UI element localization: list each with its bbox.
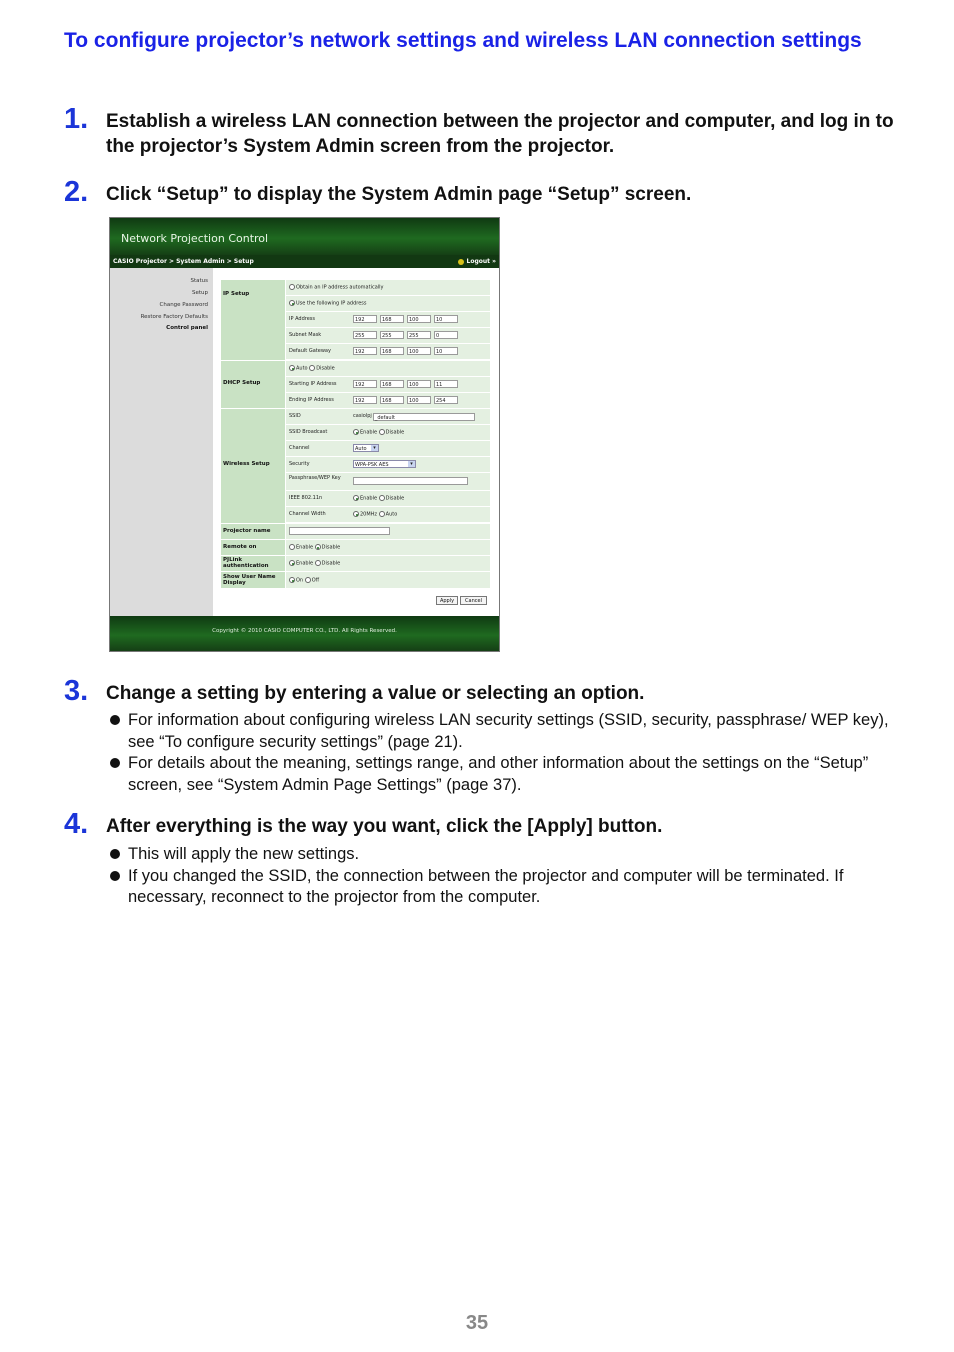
- ip-address-row: IP Address 192 168 100 10: [286, 312, 490, 328]
- nav-status[interactable]: Status: [190, 278, 208, 284]
- ip-auto-row: Obtain an IP address automatically: [286, 280, 490, 296]
- remote-enable-radio[interactable]: [289, 544, 295, 550]
- sidebar: [110, 268, 213, 616]
- step-number: 1.: [64, 103, 89, 135]
- start-octet[interactable]: 11: [434, 380, 458, 388]
- ip-octet[interactable]: 100: [407, 315, 431, 323]
- gw-octet[interactable]: 10: [434, 347, 458, 355]
- logout-link[interactable]: Logout »: [458, 258, 496, 265]
- app-title: Network Projection Control: [121, 232, 269, 245]
- gw-octet[interactable]: 168: [380, 347, 404, 355]
- end-octet[interactable]: 100: [407, 396, 431, 404]
- gw-octet[interactable]: 100: [407, 347, 431, 355]
- nav-restore-defaults[interactable]: Restore Factory Defaults: [140, 314, 208, 320]
- broadcast-enable-radio[interactable]: [353, 429, 359, 435]
- ieee-enable-radio[interactable]: [353, 495, 359, 501]
- mask-octet[interactable]: 255: [407, 331, 431, 339]
- section-ip-setup: IP Setup: [221, 280, 285, 361]
- channel-select[interactable]: Auto ▾: [353, 444, 379, 452]
- end-octet[interactable]: 192: [353, 396, 377, 404]
- pjlink-row: Enable Disable: [286, 556, 490, 572]
- section-show-user: Show User Name Display: [221, 572, 285, 589]
- ssid-row: SSID casiolpj _default: [286, 409, 490, 425]
- dhcp-disable-radio[interactable]: [309, 365, 315, 371]
- pjlink-enable-radio[interactable]: [289, 560, 295, 566]
- end-octet[interactable]: 168: [380, 396, 404, 404]
- mask-octet[interactable]: 0: [434, 331, 458, 339]
- list-item: This will apply the new settings.: [108, 844, 894, 866]
- start-octet[interactable]: 100: [407, 380, 431, 388]
- ssid-input[interactable]: _default: [373, 413, 475, 421]
- step-text: Change a setting by entering a value or selecting an option.: [106, 683, 645, 704]
- app-footer: [110, 616, 499, 651]
- ip-manual-row: Use the following IP address: [286, 296, 490, 312]
- step-2: [64, 176, 894, 208]
- show-user-row: On Off: [286, 572, 490, 589]
- channel-row: Channel Auto ▾: [286, 441, 490, 457]
- pjlink-disable-radio[interactable]: [315, 560, 321, 566]
- chevron-down-icon: ▾: [408, 461, 415, 467]
- channel-width-row: Channel Width 20MHz Auto: [286, 507, 490, 523]
- step-number: 4.: [64, 808, 89, 840]
- start-octet[interactable]: 192: [353, 380, 377, 388]
- end-octet[interactable]: 254: [434, 396, 458, 404]
- projector-name-input[interactable]: [289, 527, 390, 535]
- list-item: For information about configuring wireless LAN security settings (SSID, security, passphrase/ WEP key), see “To configure security settings” (page 21).: [108, 710, 894, 753]
- step-text: Click “Setup” to display the System Admin page “Setup” screen.: [106, 184, 692, 205]
- list-item: If you changed the SSID, the connection between the projector and computer will be terminated. If necessary, reconnect to the projector from the computer.: [108, 866, 894, 909]
- gw-octet[interactable]: 192: [353, 347, 377, 355]
- dhcp-end-row: Ending IP Address 192 168 100 254: [286, 393, 490, 409]
- ieee-row: IEEE 802.11n Enable Disable: [286, 491, 490, 507]
- show-user-on-radio[interactable]: [289, 577, 295, 583]
- section-projector-name: Projector name: [221, 524, 285, 540]
- nav-control-panel[interactable]: Control panel: [166, 325, 208, 331]
- cancel-button[interactable]: Cancel: [460, 596, 487, 605]
- ip-auto-radio[interactable]: [289, 284, 295, 290]
- bullet-list: [108, 710, 894, 796]
- ip-octet[interactable]: 10: [434, 315, 458, 323]
- nav-change-password[interactable]: Change Password: [159, 302, 208, 308]
- step-text: After everything is the way you want, click the [Apply] button.: [106, 816, 663, 837]
- breadcrumb-bar: [110, 255, 499, 268]
- dhcp-auto-radio[interactable]: [289, 365, 295, 371]
- ip-manual-radio[interactable]: [289, 300, 295, 306]
- ssid-broadcast-row: SSID Broadcast Enable Disable: [286, 425, 490, 441]
- logout-icon: [458, 259, 464, 265]
- setup-screenshot: [109, 217, 500, 652]
- step-1: [64, 103, 894, 159]
- section-pjlink: PJLink authentication: [221, 556, 285, 572]
- step-number: 2.: [64, 176, 89, 208]
- security-select[interactable]: WPA-PSK AES ▾: [353, 460, 416, 468]
- page-number: 35: [465, 1312, 489, 1334]
- nav-setup[interactable]: Setup: [191, 290, 208, 296]
- dhcp-start-row: Starting IP Address 192 168 100 11: [286, 377, 490, 393]
- mask-octet[interactable]: 255: [353, 331, 377, 339]
- projector-name-row: [286, 524, 490, 540]
- security-row: Security WPA-PSK AES ▾: [286, 457, 490, 473]
- app-header: [110, 218, 499, 255]
- width-auto-radio[interactable]: [379, 511, 385, 517]
- gateway-row: Default Gateway 192 168 100 10: [286, 344, 490, 360]
- step-number: 3.: [64, 675, 89, 707]
- section-wireless-setup: Wireless Setup: [221, 409, 285, 524]
- copyright: Copyright © 2010 CASIO COMPUTER CO., LTD. All Rights Reserved.: [212, 628, 397, 634]
- page-heading: To configure projector’s network settings and wireless LAN connection settings: [64, 29, 862, 52]
- chevron-down-icon: ▾: [371, 445, 378, 451]
- step-4: [64, 808, 894, 909]
- remote-disable-radio[interactable]: [315, 544, 321, 550]
- width-20mhz-radio[interactable]: [353, 511, 359, 517]
- setup-form: [213, 268, 499, 616]
- passphrase-input[interactable]: [353, 477, 468, 485]
- start-octet[interactable]: 168: [380, 380, 404, 388]
- apply-button[interactable]: Apply: [436, 596, 458, 605]
- bullet-list: [108, 844, 894, 909]
- subnet-row: Subnet Mask 255 255 255 0: [286, 328, 490, 344]
- ieee-disable-radio[interactable]: [379, 495, 385, 501]
- section-dhcp-setup: DHCP Setup: [221, 361, 285, 409]
- show-user-off-radio[interactable]: [305, 577, 311, 583]
- passphrase-row: Passphrase/WEP Key: [286, 473, 490, 491]
- remote-on-row: Enable Disable: [286, 540, 490, 556]
- breadcrumb: CASIO Projector > System Admin > Setup: [113, 258, 254, 265]
- step-text: Establish a wireless LAN connection between the projector and computer, and log in to the projector’s System Admin screen from the projector.: [106, 111, 894, 157]
- list-item: For details about the meaning, settings range, and other information about the settings on the “Setup” screen, see “System Admin Page Settings” (page 37).: [108, 753, 894, 796]
- mask-octet[interactable]: 255: [380, 331, 404, 339]
- ip-octet[interactable]: 192: [353, 315, 377, 323]
- section-remote-on: Remote on: [221, 540, 285, 556]
- step-3: [64, 675, 894, 796]
- broadcast-disable-radio[interactable]: [379, 429, 385, 435]
- ip-octet[interactable]: 168: [380, 315, 404, 323]
- dhcp-mode-row: Auto Disable: [286, 361, 490, 377]
